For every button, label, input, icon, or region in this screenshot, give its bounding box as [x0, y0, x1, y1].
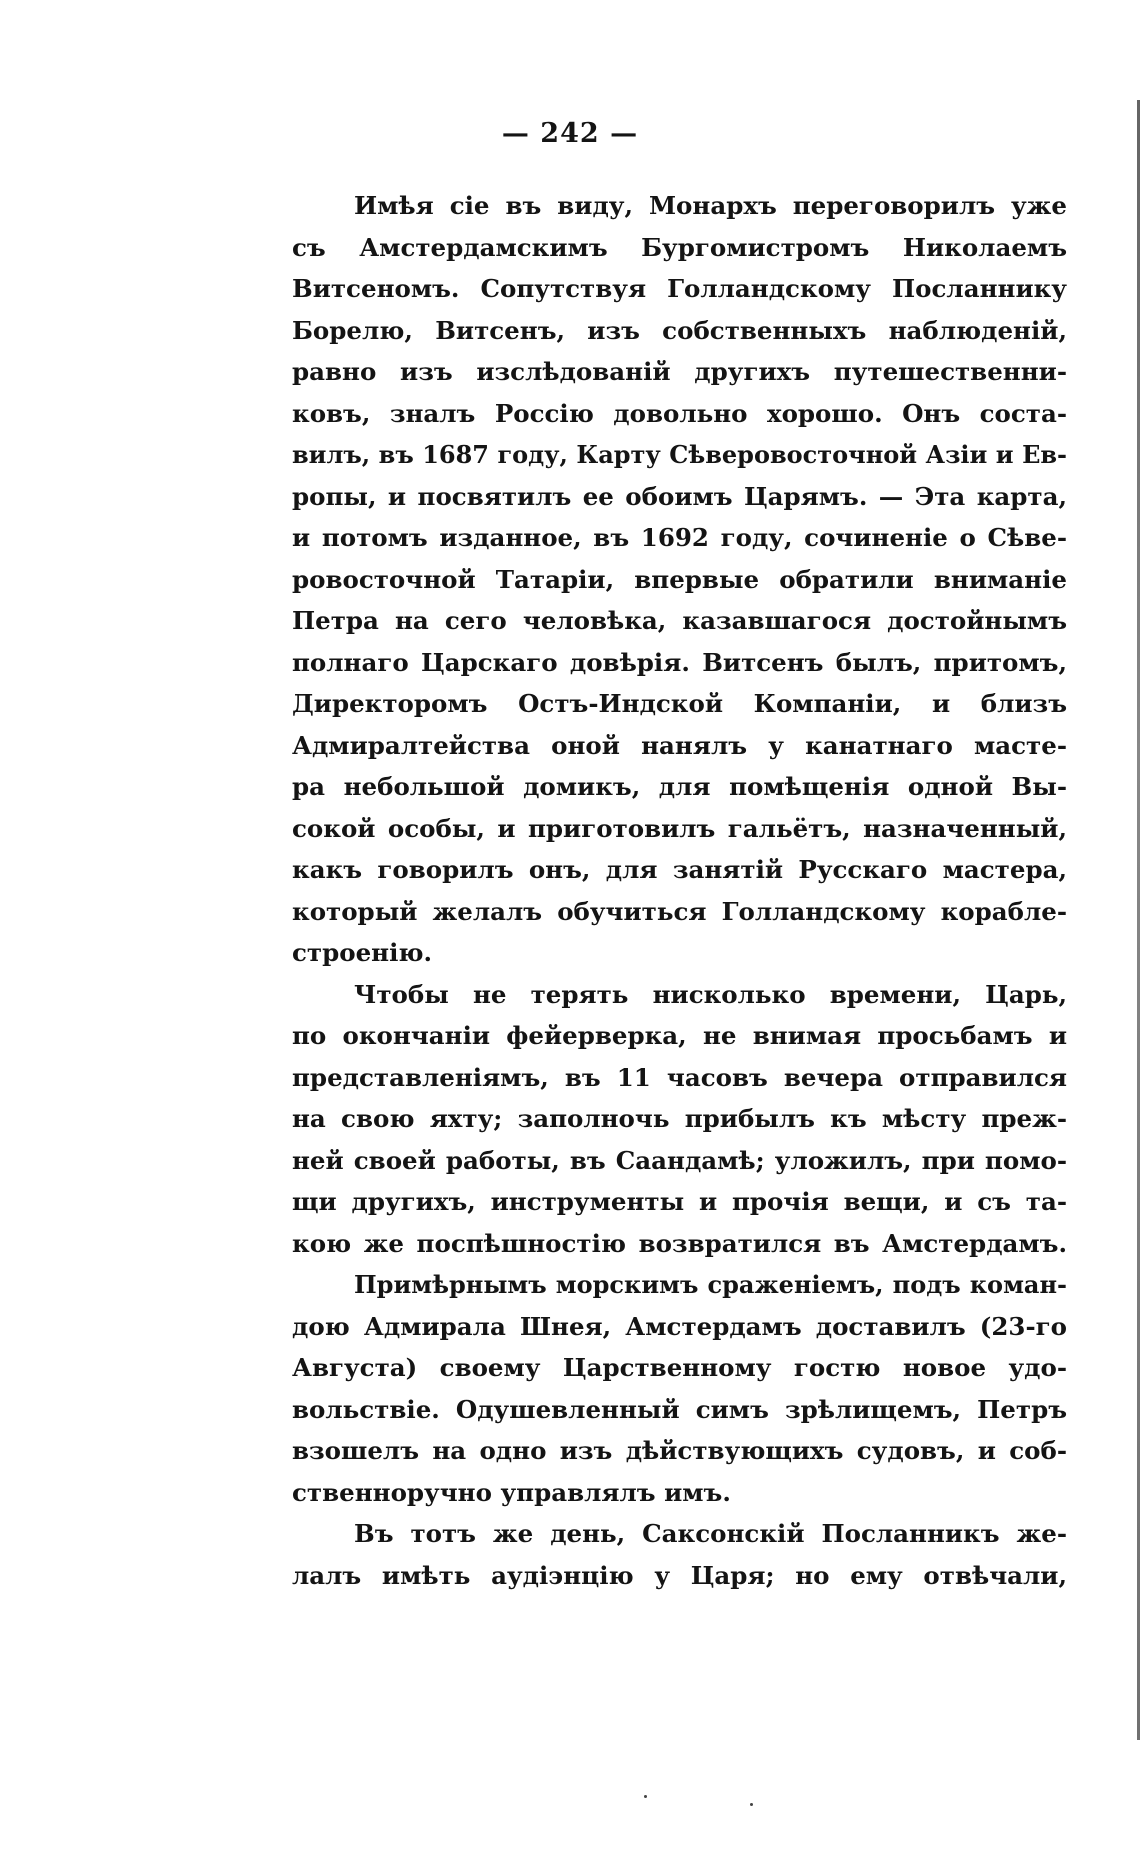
text-line: дою Адмирала Шнея, Амстердамъ доставилъ (23-го: [292, 1311, 1067, 1341]
text-line: ней своей работы, въ Саандамѣ; уложилъ, при помо-: [292, 1145, 1067, 1175]
text-line: Директоромъ Остъ-Индской Компаніи, и близъ: [292, 689, 1067, 718]
text-line: ственноручно управлялъ имъ.: [292, 1477, 731, 1507]
text-line: щи другихъ, инструменты и прочія вещи, и съ та-: [292, 1187, 1067, 1216]
text-line: вольствіе. Одушевленный симъ зрѣлищемъ, Петръ: [292, 1394, 1067, 1424]
text-line: взошелъ на одно изъ дѣйствующихъ судовъ, и соб-: [292, 1436, 1067, 1465]
text-line: полнаго Царскаго довѣрія. Витсенъ былъ, притомъ,: [292, 647, 1067, 677]
text-line: Чтобы не терять нисколько времени, Царь,: [354, 979, 1067, 1009]
text-line: какъ говорилъ онъ, для занятій Русскаго мастера,: [292, 855, 1067, 884]
text-line: равно изъ изслѣдованій другихъ путешественни-: [292, 357, 1067, 386]
print-speck: [644, 1795, 647, 1798]
text-line: Петра на сего человѣка, казавшагося достойнымъ: [292, 606, 1067, 635]
text-line: ропы, и посвятилъ ее обоимъ Царямъ. — Эта карта,: [292, 481, 1067, 511]
text-line: Примѣрнымъ морскимъ сраженіемъ, подъ коман-: [354, 1270, 1067, 1299]
text-line: Имѣя сіе въ виду, Монархъ переговорилъ уже: [354, 191, 1067, 220]
text-line: Витсеномъ. Сопутствуя Голландскому Посланнику: [292, 274, 1067, 303]
text-line: Августа) своему Царственному гостю новое удо-: [292, 1353, 1067, 1382]
text-line: ковъ, зналъ Россію довольно хорошо. Онъ соста-: [292, 398, 1067, 428]
text-line: съ Амстердамскимъ Бургомистромъ Николаемъ: [292, 232, 1067, 262]
text-line: Адмиралтейства оной нанялъ у канатнаго мастe-: [292, 730, 1067, 760]
text-line: Въ тотъ же день, Саксонскій Посланникъ же-: [354, 1519, 1067, 1548]
text-line: ра небольшой домикъ, для помѣщенія одной Вы-: [292, 772, 1067, 801]
page-number: — 242 —: [501, 118, 639, 149]
text-line: который желалъ обучиться Голландскому корабле-: [292, 896, 1067, 926]
text-line: по окончаніи фейерверка, не внимая просьбамъ и: [292, 1021, 1067, 1050]
text-line: строенію.: [292, 938, 433, 967]
text-line: ровосточной Татаріи, впервые обратили вниманіе: [292, 564, 1067, 594]
text-line: Борелю, Витсенъ, изъ собственныхъ наблюденій,: [292, 315, 1067, 345]
text-line: и потомъ изданное, въ 1692 году, сочиненіе о Сѣве-: [292, 523, 1067, 552]
text-line: вилъ, въ 1687 году, Карту Сѣверовосточной Азіи и Ев-: [292, 440, 1067, 469]
text-line: сокой особы, и приготовилъ гальётъ, назначенный,: [292, 813, 1067, 843]
text-line: на свою яхту; заполночь прибылъ къ мѣсту преж-: [292, 1104, 1067, 1133]
print-speck: [750, 1803, 753, 1806]
text-line: лалъ имѣть аудіэнцію у Царя; но ему отвѣчали,: [292, 1560, 1067, 1590]
text-line: кою же поспѣшностію возвратился въ Амстердамъ.: [292, 1228, 1067, 1258]
text-line: представленіямъ, въ 11 часовъ вечера отправился: [292, 1062, 1067, 1092]
body-text: [292, 185, 1067, 1596]
